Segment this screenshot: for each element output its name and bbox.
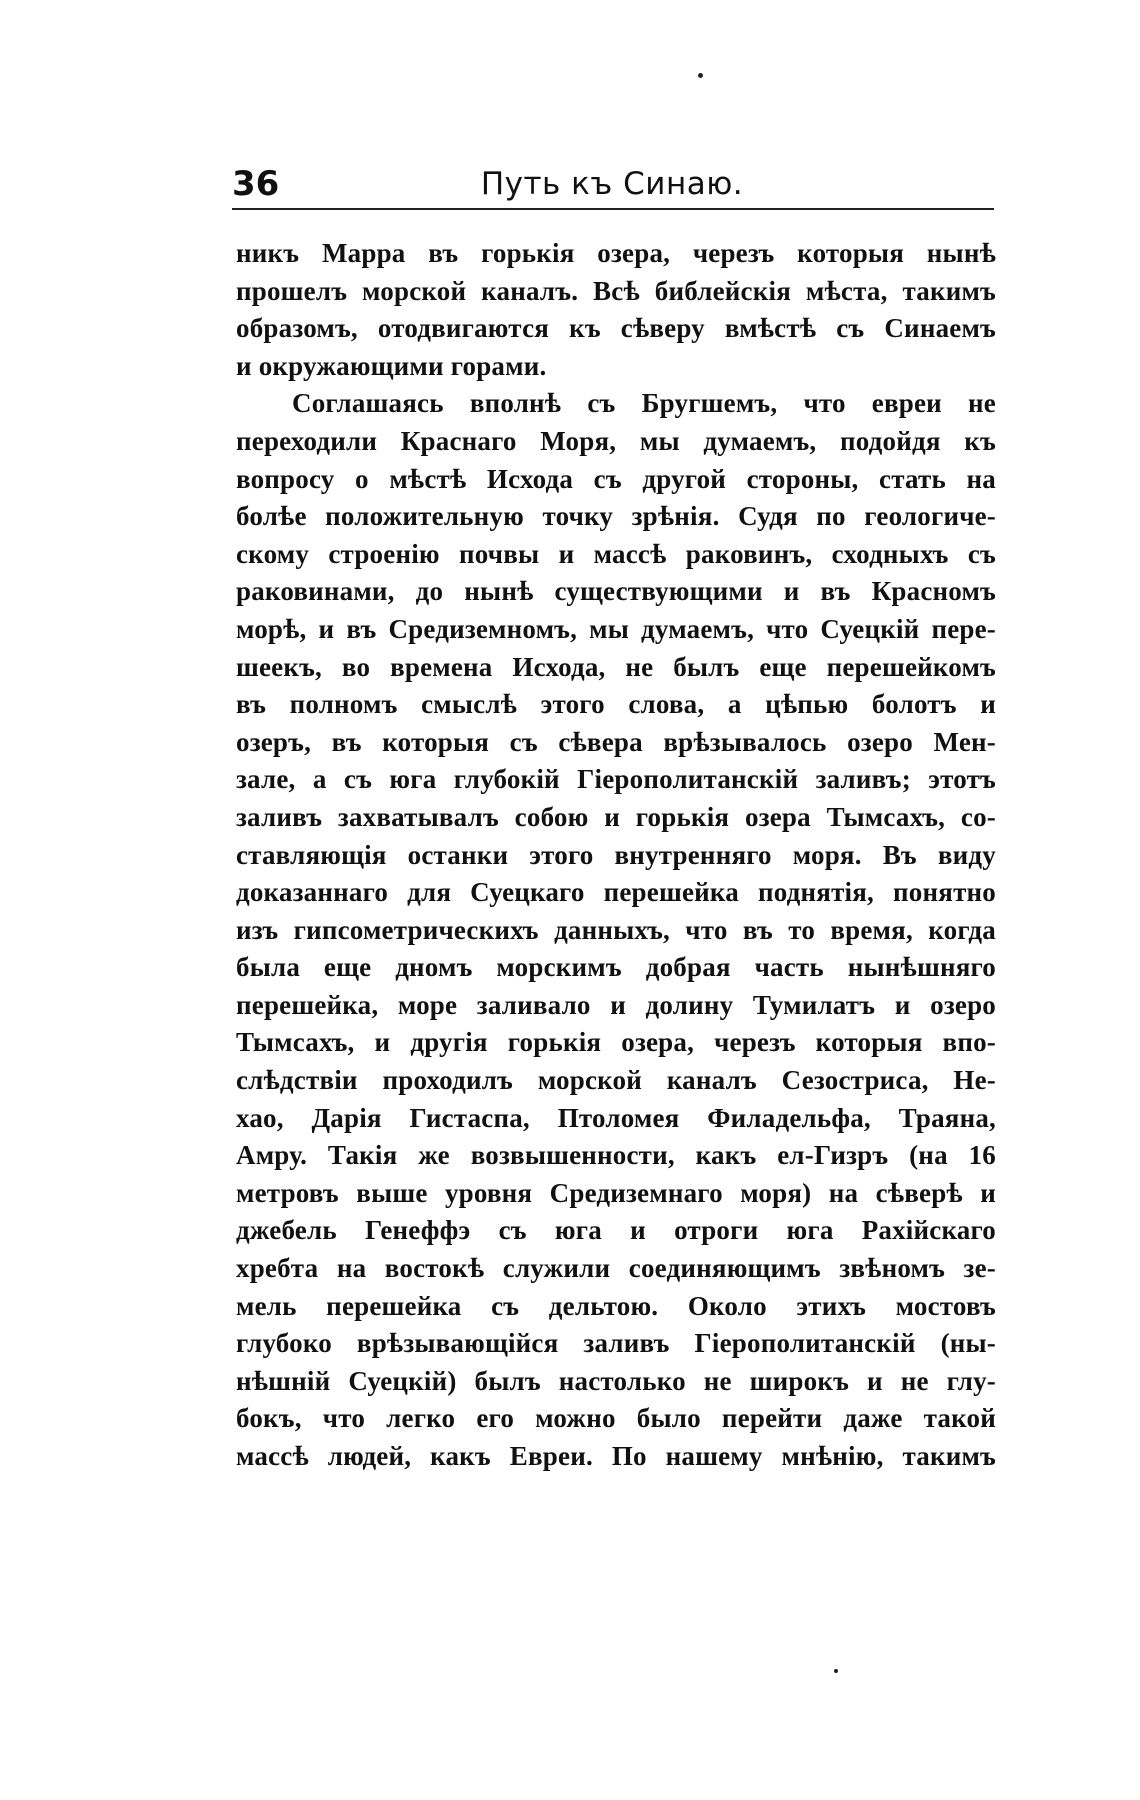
text-line: джебель Генеффэ съ юга и отроги юга Рахійскаго [236, 1215, 996, 1246]
text-line: была еще дномъ морскимъ добрая часть нынѣшняго [236, 952, 996, 983]
page-number: 36 [232, 164, 280, 204]
text-line: перешейка, море заливало и долину Тумилатъ и озеро [236, 989, 996, 1020]
text-line: въ полномъ смыслѣ этого слова, а цѣпью болотъ и [236, 689, 996, 720]
text-line: Амру. Такія же возвышенности, какъ ел-Гизръ (на 16 [236, 1140, 996, 1171]
text-line: морѣ, и въ Средиземномъ, мы думаемъ, что Суецкій пере- [236, 613, 996, 644]
text-line: шеекъ, во времена Исхода, не былъ еще перешейкомъ [236, 651, 996, 682]
text-line: зале, а съ юга глубокій Гіерополитанскій заливъ; этотъ [236, 764, 996, 795]
header-rule [232, 208, 994, 210]
ink-speck [698, 73, 703, 78]
text-line: хао, Дарія Гистаспа, Птоломея Филадельфа, Траяна, [236, 1102, 996, 1133]
text-line: бокъ, что легко его можно было перейти даже такой [236, 1403, 996, 1434]
text-line: метровъ выше уровня Средиземнаго моря) на сѣверѣ и [236, 1177, 996, 1208]
text-line: слѣдствіи проходилъ морской каналъ Сезостриса, Не- [236, 1065, 996, 1096]
text-line: нѣшній Суецкій) былъ настолько не широкъ и не глу- [236, 1365, 996, 1396]
text-line: мель перешейка съ дельтою. Около этихъ мостовъ [236, 1290, 996, 1321]
text-line: хребта на востокѣ служили соединяющимъ звѣномъ зе- [236, 1253, 996, 1284]
text-line: скому строенію почвы и массѣ раковинъ, сходныхъ съ [236, 538, 996, 569]
body-text [236, 235, 996, 1476]
text-line: вопросу о мѣстѣ Исхода съ другой стороны, стать на [236, 463, 996, 494]
text-line: доказаннаго для Суецкаго перешейка поднятія, понятно [236, 877, 996, 908]
text-line: массѣ людей, какъ Евреи. По нашему мнѣнію, такимъ [236, 1441, 996, 1471]
text-line: болѣе положительную точку зрѣнія. Судя по геологиче- [236, 501, 996, 532]
text-line: Соглашаясь вполнѣ съ Бругшемъ, что евреи не [292, 388, 996, 419]
text-line: раковинами, до нынѣ существующими и въ Красномъ [236, 576, 996, 607]
text-line: прошелъ морской каналъ. Всѣ библейскія мѣста, такимъ [236, 275, 996, 306]
text-line: заливъ захватывалъ собою и горькія озера Тымсахъ, со- [236, 801, 996, 832]
text-line: Тымсахъ, и другія горькія озера, черезъ которыя впо- [236, 1027, 996, 1058]
running-title: Путь къ Синаю. [480, 166, 744, 202]
text-line: изъ гипсометрическихъ данныхъ, что въ то время, когда [236, 914, 996, 945]
text-line: никъ Марра въ горькія озера, черезъ которыя нынѣ [236, 238, 996, 268]
text-line: переходили Краснаго Моря, мы думаемъ, подойдя къ [236, 425, 996, 456]
text-line: ставляющія останки этого внутренняго моря. Въ виду [236, 839, 996, 870]
ink-speck [834, 1669, 838, 1673]
page-header [232, 160, 992, 208]
text-line: озеръ, въ которыя съ сѣвера врѣзывалось озеро Мен- [236, 726, 996, 757]
text-line: и окружающими горами. [236, 350, 547, 381]
text-line: образомъ, отодвигаются къ сѣверу вмѣстѣ съ Синаемъ [236, 313, 996, 344]
text-line: глубоко врѣзывающійся заливъ Гіерополитанскій (ны- [236, 1328, 996, 1359]
